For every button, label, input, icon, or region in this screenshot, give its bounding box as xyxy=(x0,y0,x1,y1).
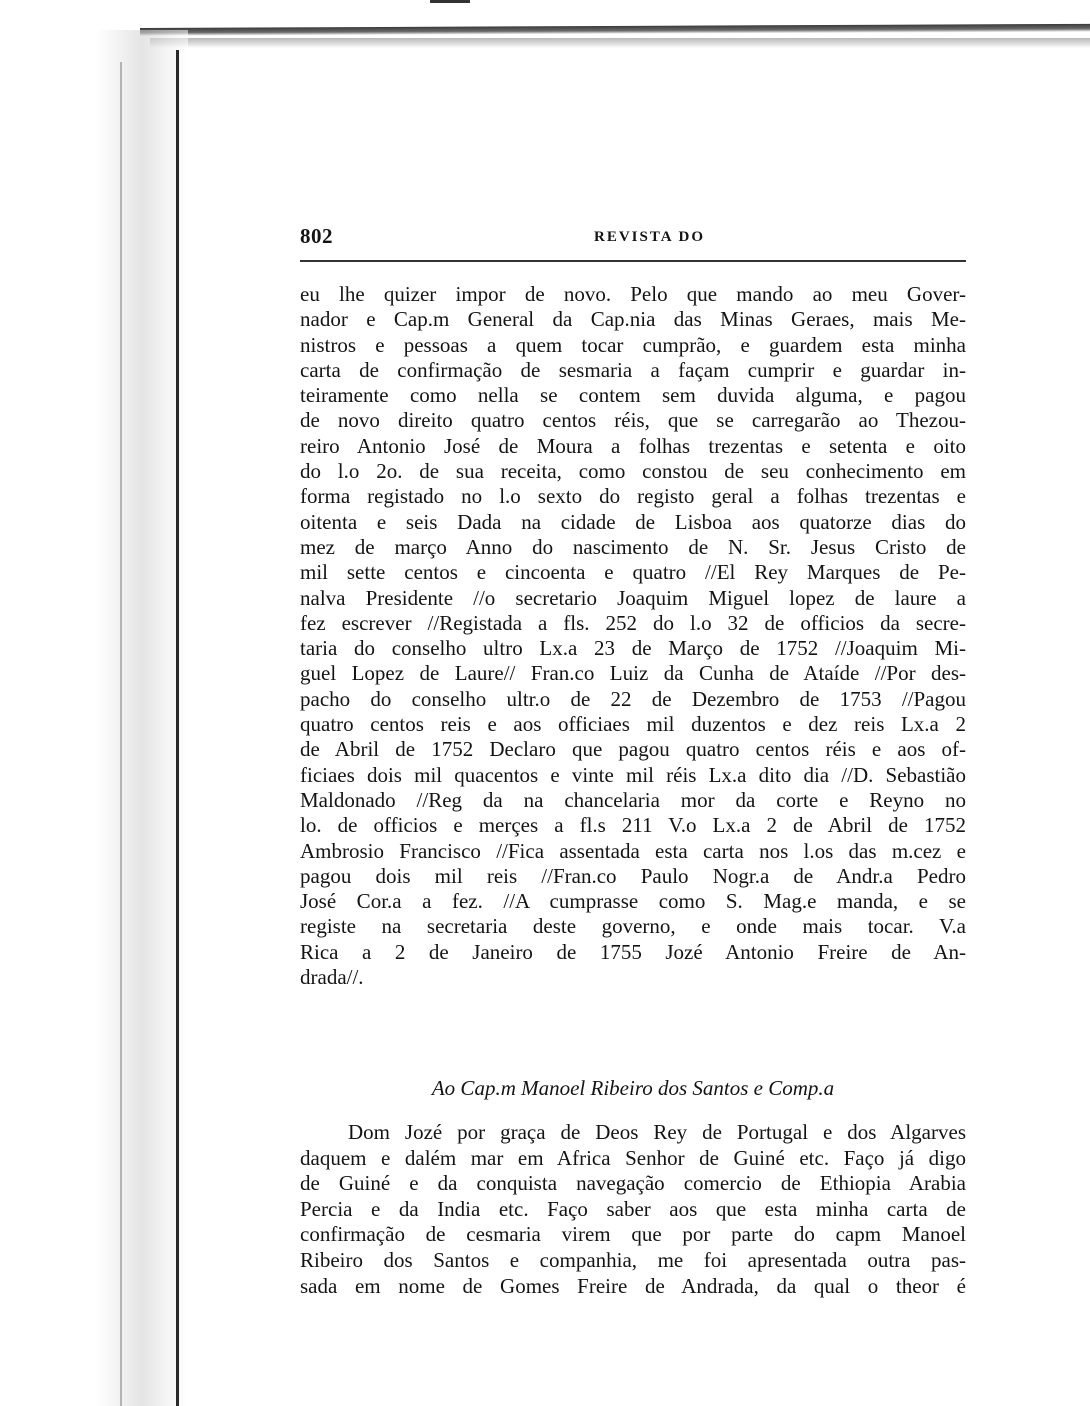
text-line: do l.o 2o. de sua receita, como constou de seu conhecimento em xyxy=(300,459,966,484)
text-line: Rica a 2 de Janeiro de 1755 Jozé Antonio Freire de An- xyxy=(300,939,966,964)
page-top-edge-shadow xyxy=(150,38,1090,48)
text-line: pacho do conselho ultr.o de 22 de Dezembro de 1753 //Pagou xyxy=(300,686,966,711)
body-text-part1 xyxy=(300,282,966,990)
text-line: quatro centos reis e aos officiaes mil duzentos e dez reis Lx.a 2 xyxy=(300,712,966,737)
text-line: Percia e da India etc. Faço saber aos que esta minha carta de xyxy=(300,1196,966,1221)
text-line: José Cor.a a fez. //A cumprasse como S. Mag.e manda, e se xyxy=(300,889,966,914)
text-line: nador e Cap.m General da Cap.nia das Minas Geraes, mais Me- xyxy=(300,307,966,332)
header-rule xyxy=(300,260,966,262)
section-heading: Ao Cap.m Manoel Ribeiro dos Santos e Comp.a xyxy=(431,1076,835,1100)
text-line: de Abril de 1752 Declaro que pagou quatro centos réis e aos of- xyxy=(300,737,966,762)
book-spine-shadow xyxy=(96,30,188,1406)
text-line: oitenta e seis Dada na cidade de Lisboa aos quatorze dias do xyxy=(300,509,966,534)
page-number: 802 xyxy=(300,224,333,248)
text-line: sada em nome de Gomes Freire de Andrada, da qual o theor é xyxy=(300,1273,966,1298)
book-spine-line-outer xyxy=(120,62,122,1406)
text-line: ficiaes dois mil quacentos e vinte mil réis Lx.a dito dia //D. Sebastião xyxy=(300,762,966,787)
text-line: fez escrever //Registada a fls. 252 do l.o 32 de officios da secre- xyxy=(300,610,966,635)
body-text-part2 xyxy=(300,1120,966,1299)
text-line: mil sette centos e cincoenta e quatro //El Rey Marques de Pe- xyxy=(300,560,966,585)
text-line: Maldonado //Reg da na chancelaria mor da corte e Reyno no xyxy=(300,787,966,812)
text-line: daquem e dalém mar em Africa Senhor de Guiné etc. Faço já digo xyxy=(300,1145,966,1170)
text-line: confirmação de cesmaria virem que por parte do capm Manoel xyxy=(300,1222,966,1247)
text-line: guel Lopez de Laure// Fran.co Luiz da Cunha de Ataíde //Por des- xyxy=(300,661,966,686)
text-line: registe na secretaria deste governo, e onde mais tocar. V.a xyxy=(300,914,966,939)
text-line: forma registado no l.o sexto do registo geral a folhas trezentas e xyxy=(300,484,966,509)
text-line: Ribeiro dos Santos e companhia, me foi apresentada outra pas- xyxy=(300,1247,966,1272)
text-line: Dom Jozé por graça de Deos Rey de Portugal e dos Algarves xyxy=(348,1120,966,1144)
text-line: nalva Presidente //o secretario Joaquim Miguel lopez de laure a xyxy=(300,585,966,610)
text-line: de novo direito quatro centos réis, que se carregarão ao Thezou- xyxy=(300,408,966,433)
page-header xyxy=(300,224,966,264)
page-top-edge xyxy=(140,24,1090,36)
text-line: de Guiné e da conquista navegação comercio de Ethiopia Arabia xyxy=(300,1171,966,1196)
running-title: REVISTA DO xyxy=(594,229,705,245)
text-line: mez de março Anno do nascimento de N. Sr. Jesus Cristo de xyxy=(300,534,966,559)
text-line: drada//. xyxy=(300,965,364,990)
text-line: lo. de officios e merçes a fl.s 211 V.o Lx.a 2 de Abril de 1752 xyxy=(300,813,966,838)
text-line: taria do conselho ultro Lx.a 23 de Março de 1752 //Joaquim Mi- xyxy=(300,636,966,661)
text-line: carta de confirmação de sesmaria a façam cumprir e guardar in- xyxy=(300,357,966,382)
text-line: Ambrosio Francisco //Fica assentada esta carta nos l.os das m.cez e xyxy=(300,838,966,863)
text-line: eu lhe quizer impor de novo. Pelo que mando ao meu Gover- xyxy=(300,282,966,306)
text-line: teiramente como nella se contem sem duvida alguma, e pagou xyxy=(300,383,966,408)
scan-edge-mark xyxy=(430,0,470,3)
text-line: pagou dois mil reis //Fran.co Paulo Nogr.a de Andr.a Pedro xyxy=(300,863,966,888)
text-line: reiro Antonio José de Moura a folhas trezentas e setenta e oito xyxy=(300,433,966,458)
book-spine-line xyxy=(176,50,179,1406)
text-line: nistros e pessoas a quem tocar cumprão, e guardem esta minha xyxy=(300,332,966,357)
